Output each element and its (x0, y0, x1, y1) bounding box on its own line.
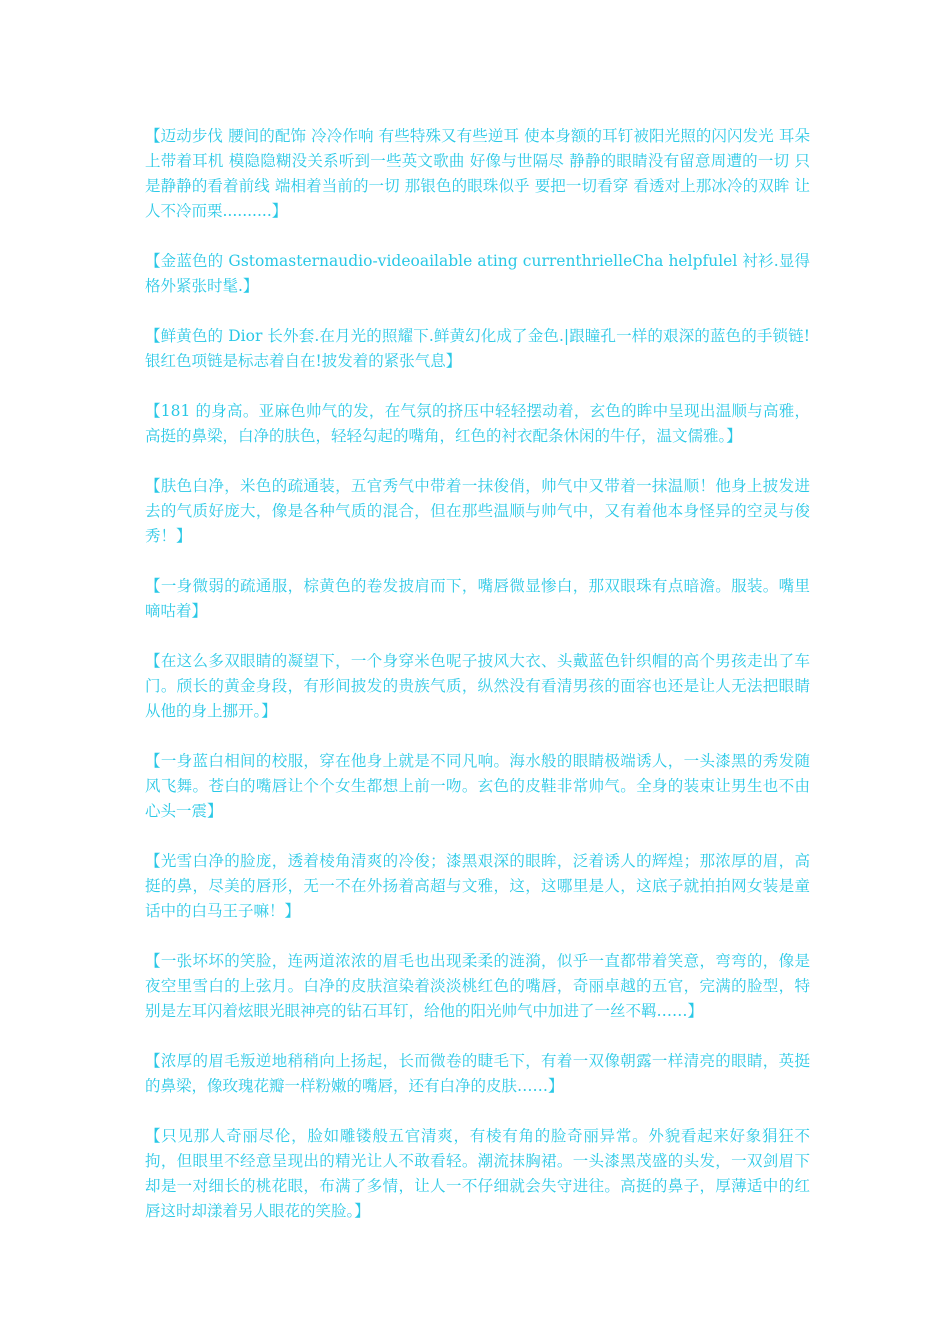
document-body (145, 124, 810, 1249)
paragraph-12: 【只见那人奇丽尽伦，脸如雕镂般五官清爽，有棱有角的脸奇丽异常。外貌看起来好象狷狂不拘，但眼里不经意呈现出的精光让人不敢看轻。潮流抹胸裙。一头漆黑茂盛的头发，一双剑眉下却是一对细长的桃花眼，布满了多情，让人一不仔细就会失守进往。高挺的鼻子，厚薄适中的红唇这时却漾着另人眼花的笑脸。】 (145, 1127, 810, 1220)
paragraph-9: 【光雪白净的脸庞，透着棱角清爽的冷俊；漆黑艰深的眼眸，泛着诱人的辉煌；那浓厚的眉，高挺的鼻，尽美的唇形，无一不在外扬着高超与文雅，这，这哪里是人，这底子就拍拍网女装是童话中的白马王子嘛！】 (145, 852, 810, 920)
paragraph-6: 【一身微弱的疏通服，棕黄色的卷发披肩而下，嘴唇微显惨白，那双眼珠有点暗澹。服装。嘴里嘀咕着】 (145, 577, 810, 620)
paragraph-5: 【肤色白净，米色的疏通装，五官秀气中带着一抹俊俏，帅气中又带着一抹温顺！他身上披发进去的气质好庞大，像是各种气质的混合，但在那些温顺与帅气中，又有着他本身怪异的空灵与俊秀！】 (145, 477, 810, 545)
paragraph-11: 【浓厚的眉毛叛逆地稍稍向上扬起，长而微卷的睫毛下，有着一双像朝露一样清亮的眼睛，英挺的鼻梁，像玫瑰花瓣一样粉嫩的嘴唇，还有白净的皮肤……】 (145, 1052, 810, 1095)
paragraph-1: 【迈动步伐 腰间的配饰 冷冷作响 有些特殊又有些逆耳 使本身额的耳钉被阳光照的闪闪发光 耳朵上带着耳机 模隐隐糊没关系听到一些英文歌曲 好像与世隔尽 静静的眼睛没有留意周遭的一切 只是静静的看着前线 端相着当前的一切 那银色的眼珠似乎 要把一切看穿 看透对上那冰冷的双眸 让人不冷而栗..........】 (145, 127, 810, 220)
paragraph-7: 【在这么多双眼睛的凝望下，一个身穿米色呢子披风大衣、头戴蓝色针织帽的高个男孩走出了车门。颀长的黄金身段，有形间披发的贵族气质，纵然没有看清男孩的面容也还是让人无法把眼睛从他的身上挪开。】 (145, 652, 810, 720)
paragraph-3: 【鲜黄色的 Dior 长外套.在月光的照耀下.鲜黄幻化成了金色.|跟瞳孔一样的艰深的蓝色的手锁链!银红色项链是标志着自在!披发着的紧张气息】 (145, 327, 810, 370)
paragraph-4: 【181 的身高。亚麻色帅气的发，在气氛的挤压中轻轻摆动着，玄色的眸中呈现出温顺与高雅，高挺的鼻梁，白净的肤色，轻轻勾起的嘴角，红色的衬衣配条休闲的牛仔，温文儒雅。】 (145, 402, 810, 445)
paragraph-8: 【一身蓝白相间的校服，穿在他身上就是不同凡响。海水般的眼睛极端诱人，一头漆黑的秀发随风飞舞。苍白的嘴唇让个个女生都想上前一吻。玄色的皮鞋非常帅气。全身的装束让男生也不由心头一震】 (145, 752, 810, 820)
paragraph-10: 【一张坏坏的笑脸，连两道浓浓的眉毛也出现柔柔的涟漪，似乎一直都带着笑意，弯弯的，像是夜空里雪白的上弦月。白净的皮肤渲染着淡淡桃红色的嘴唇，奇丽卓越的五官，完满的脸型，特别是左耳闪着炫眼光眼神亮的钻石耳钉，给他的阳光帅气中加进了一丝不羁……】 (145, 952, 810, 1020)
paragraph-2: 【金蓝色的 Gstomasternaudio-videoailable ating currenthrielleCha helpfulel 衬衫.显得格外紧张时髦.】 (145, 252, 810, 295)
